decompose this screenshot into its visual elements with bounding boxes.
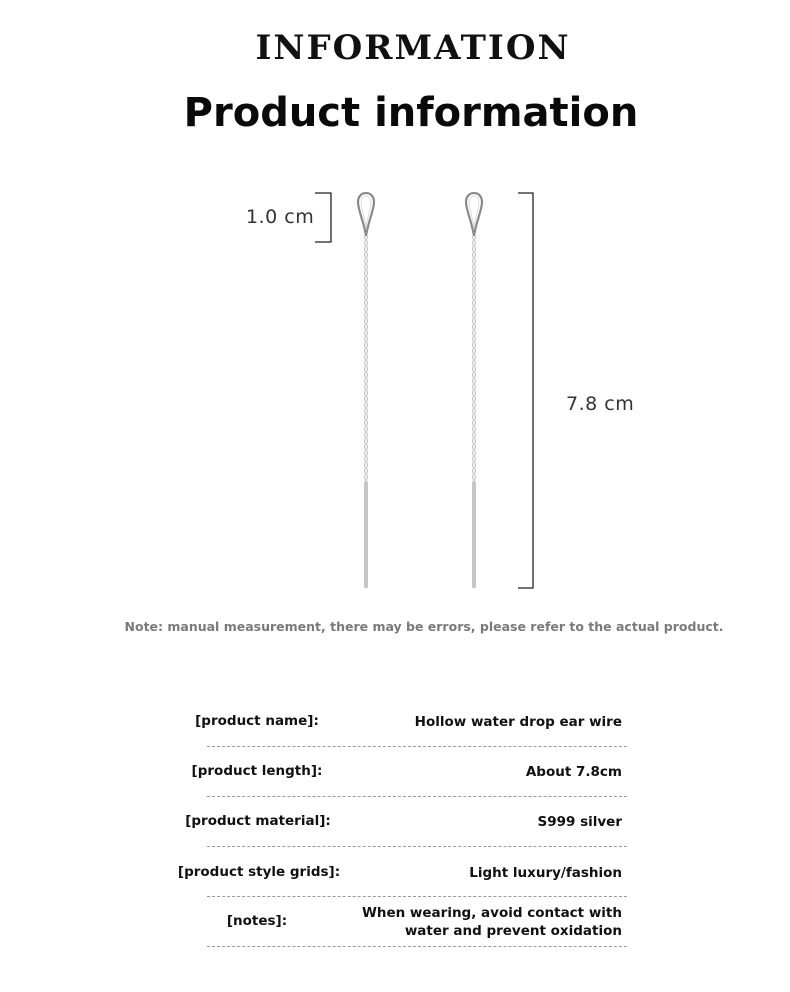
dimension-label-width: 1.0 cm [246, 206, 315, 228]
spec-divider [207, 896, 627, 897]
spec-label-notes: [notes]: [226, 913, 288, 929]
spec-value-name: Hollow water drop ear wire [414, 714, 622, 730]
dimension-label-length: 7.8 cm [566, 393, 635, 415]
spec-value-notes-line1: When wearing, avoid contact with [361, 905, 622, 921]
spec-value-notes-line2: water and prevent oxidation [404, 923, 622, 939]
measurement-note: Note: manual measurement, there may be errors, please refer to the actual product. [124, 619, 724, 634]
spec-value-notes [362, 904, 622, 940]
section-title: INFORMATION [255, 28, 571, 68]
spec-label-length: [product length]: [191, 763, 323, 779]
spec-label-material: [product material]: [185, 813, 331, 829]
spec-value-style: Light luxury/fashion [469, 865, 622, 881]
spec-divider [207, 796, 627, 797]
spec-value-length: About 7.8cm [525, 764, 622, 780]
spec-value-material: S999 silver [537, 814, 622, 830]
spec-divider [207, 746, 627, 747]
spec-label-name: [product name]: [195, 713, 319, 729]
spec-divider [207, 846, 627, 847]
spec-label-style: [product style grids]: [177, 864, 341, 880]
page-title: Product information [183, 90, 639, 136]
spec-divider [207, 946, 627, 947]
